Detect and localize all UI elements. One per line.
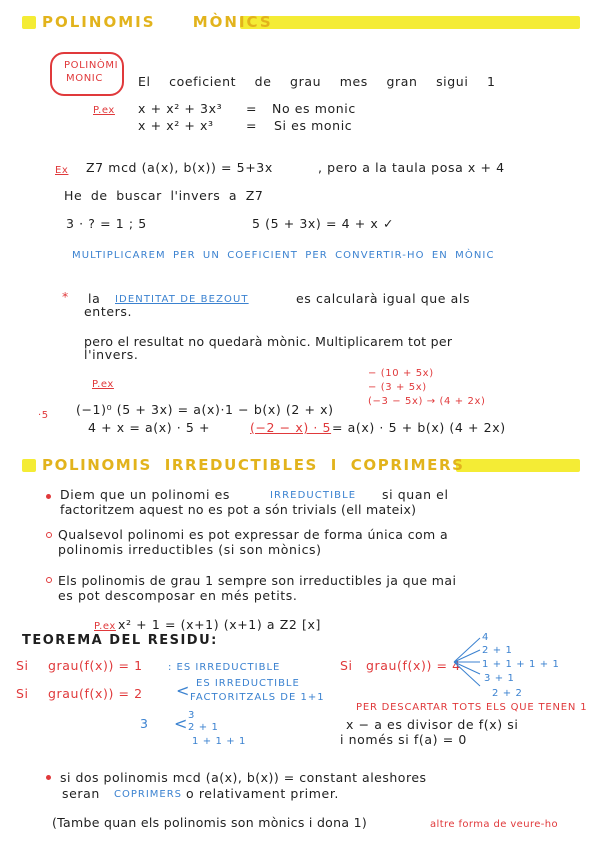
divisor-line2: i només si f(a) = 0	[340, 732, 467, 747]
inverse-line: He de buscar l'invers a Z7	[64, 188, 264, 203]
si3-label: Si	[340, 658, 353, 673]
title-highlight-left	[22, 16, 36, 29]
four-branch-lines-icon	[452, 634, 484, 690]
pex-label: P.ex	[94, 621, 116, 632]
three-label: 3	[140, 716, 149, 731]
ex2-eq: =	[246, 118, 258, 133]
ex1-poly: x + x² + 3x³	[138, 101, 223, 116]
four-d: 3 + 1	[484, 673, 515, 684]
final-line: (Tambe quan els polinomis son mònics i dona 1)	[52, 815, 368, 830]
bullet-2	[46, 532, 52, 538]
section2-highlight-left	[22, 459, 36, 472]
section-title-irreductibles: POLINOMIS IRREDUCTIBLES I COPRIMERS	[42, 456, 465, 474]
result-line2: l'invers.	[84, 347, 139, 362]
three-a: 3	[188, 710, 195, 721]
equation-1: (−1)⁰ (5 + 3x) = a(x)·1 − b(x) (2 + x)	[76, 402, 334, 417]
bezout-line2: enters.	[84, 304, 133, 319]
example-label-2: P.ex	[92, 379, 114, 390]
four-e: 2 + 2	[492, 688, 523, 699]
four-a: 4	[482, 632, 489, 643]
si2-result-1: ES IRREDUCTIBLE	[196, 678, 300, 689]
si2-brace-icon: <	[176, 681, 191, 700]
si1-label: Si	[16, 658, 29, 673]
boxed-term-line1: POLINÒMI	[64, 60, 119, 71]
equation-2-mid: (−2 − x) · 5	[250, 420, 332, 435]
final-red-note: altre forma de veure-ho	[430, 819, 559, 830]
bezout-post: es calcularà igual que als	[296, 291, 471, 306]
b3-line1: Els polinomis de grau 1 sempre son irreductibles ja que mai	[58, 573, 457, 588]
divisor-line1: x − a es divisor de f(x) si	[346, 717, 519, 732]
eq-multiplier: ·5	[38, 410, 49, 421]
equation-2-left: 4 + x = a(x) · 5 +	[88, 420, 211, 435]
title-highlight-right	[240, 16, 580, 29]
three-brace-icon: <	[174, 714, 189, 733]
b4-post: o relativament primer.	[186, 786, 339, 801]
side-calc-1: − (10 + 5x)	[368, 368, 434, 379]
b4-line1: si dos polinomis mcd (a(x), b(x)) = constant aleshores	[60, 770, 427, 785]
ex1-result: No es monic	[272, 101, 356, 116]
si2-cond: grau(f(x)) = 2	[48, 686, 143, 701]
b1-post: si quan el	[382, 487, 449, 502]
section-title-polinomis-monics: POLINOMIS MÒNICS	[42, 13, 273, 31]
bullet-3	[46, 577, 52, 583]
z7-mcd-line: Z7 mcd (a(x), b(x)) = 5+3x	[86, 160, 273, 175]
theorem-title: TEOREMA DEL RESIDU:	[22, 633, 218, 648]
boxed-term-line2: MONIC	[66, 73, 103, 84]
b1-pre: Diem que un polinomi es	[60, 487, 231, 502]
three-c: 1 + 1 + 1	[192, 736, 246, 747]
ex-label: Ex	[55, 165, 69, 176]
calc-right: 5 (5 + 3x) = 4 + x ✓	[252, 216, 395, 231]
section2-highlight-right	[456, 459, 580, 472]
si1-cond: grau(f(x)) = 1	[48, 658, 143, 673]
bezout-star-icon: *	[62, 289, 69, 304]
si3-cond: grau(f(x)) = 4	[366, 658, 461, 673]
b2-line1: Qualsevol polinomi es pot expressar de forma única com a	[58, 527, 449, 542]
si2-label: Si	[16, 686, 29, 701]
example-label: P.ex	[93, 105, 115, 116]
calc-left: 3 · ? = 1 ; 5	[66, 216, 147, 231]
ex2-result: Si es monic	[274, 118, 353, 133]
b4-pre: seran	[62, 786, 100, 801]
si2-result-2: FACTORITZALS DE 1+1	[190, 692, 325, 703]
bullet-4	[46, 775, 51, 780]
ex2-poly: x + x² + x³	[138, 118, 214, 133]
four-b: 2 + 1	[482, 645, 513, 656]
multiply-note: MULTIPLICAREM PER UN COEFICIENT PER CONVERTIR-HO EN MÒNIC	[72, 250, 495, 261]
side-calc-2: − (3 + 5x)	[368, 382, 427, 393]
note-descartar: PER DESCARTAR TOTS ELS QUE TENEN 1	[356, 702, 588, 713]
z7-comment: , pero a la taula posa x + 4	[318, 160, 505, 175]
pex-line: x² + 1 = (x+1) (x+1) a Z2 [x]	[118, 617, 321, 632]
ex1-eq: =	[246, 101, 258, 116]
bullet-1	[46, 494, 51, 499]
four-c: 1 + 1 + 1 + 1	[482, 659, 560, 670]
b3-line2: es pot descomposar en més petits.	[58, 588, 298, 603]
b4-term: COPRIMERS	[114, 789, 183, 800]
si1-result: : ES IRREDUCTIBLE	[168, 662, 281, 673]
b1-term: IRREDUCTIBLE	[270, 490, 357, 501]
equation-2-right: = a(x) · 5 + b(x) (4 + 2x)	[332, 420, 506, 435]
side-calc-3: (−3 − 5x) → (4 + 2x)	[368, 396, 486, 407]
bezout-term: IDENTITAT DE BEZOUT	[115, 294, 249, 305]
b2-line2: polinomis irreductibles (si son mònics)	[58, 542, 322, 557]
b1-line2: factoritzem aquest no es pot a són trivials (ell mateix)	[60, 502, 417, 517]
bezout-pre: la	[88, 291, 101, 306]
definition-text: El coeficient de grau mes gran sigui 1	[138, 74, 496, 89]
result-line1: pero el resultat no quedarà mònic. Multiplicarem tot per	[84, 334, 453, 349]
three-b: 2 + 1	[188, 722, 219, 733]
